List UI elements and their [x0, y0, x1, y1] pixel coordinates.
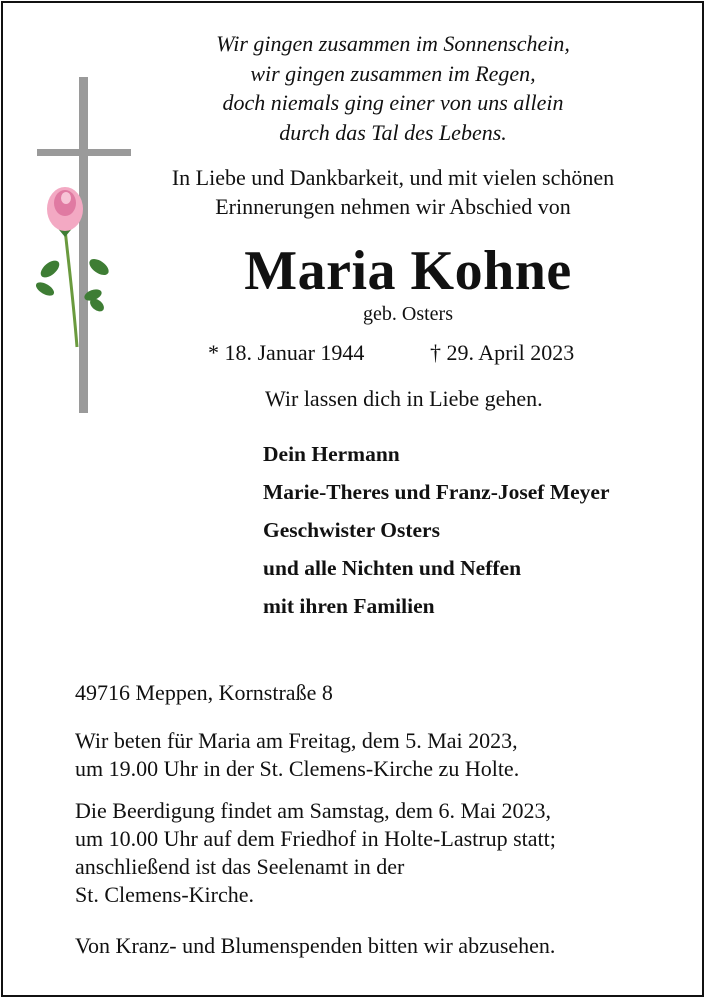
mourner-entry: mit ihren Familien — [263, 594, 435, 618]
mourner-entry: und alle Nichten und Neffen — [263, 556, 522, 580]
cross-vertical-beam — [79, 77, 88, 413]
cross-with-rose-image — [33, 77, 133, 413]
prayer-line: um 19.00 Uhr in der St. Clemens-Kirche zu Holte. — [75, 756, 520, 781]
funeral-line: um 10.00 Uhr auf dem Friedhof in Holte-Lastrup statt; — [75, 826, 556, 851]
address: 49716 Meppen, Kornstraße 8 — [75, 680, 333, 705]
poem — [153, 29, 633, 147]
poem-line: Wir gingen zusammen im Sonnenschein, — [216, 31, 570, 56]
funeral-line: Die Beerdigung findet am Samstag, dem 6. Mai 2023, — [75, 798, 551, 823]
rose-stem — [65, 229, 77, 347]
intro-line: In Liebe und Dankbarkeit, und mit vielen schönen — [171, 165, 615, 190]
mourner-entry: Marie-Theres und Franz-Josef Meyer — [263, 480, 610, 504]
mourners-list — [263, 435, 610, 625]
prayer-line: Wir beten für Maria am Freitag, dem 5. Mai 2023, — [75, 728, 518, 753]
intro-text — [123, 163, 663, 221]
birth-name: geb. Osters — [363, 303, 453, 325]
prayer-service-info — [75, 727, 685, 783]
mourner-entry: Dein Hermann — [263, 442, 400, 466]
birth-date: * 18. Januar 1944 — [208, 340, 365, 365]
deceased-name: Maria Kohne — [244, 240, 572, 302]
poem-line: wir gingen zusammen im Regen, — [250, 60, 536, 86]
poem-line: doch niemals ging einer von uns allein — [222, 90, 564, 115]
obituary-notice — [1, 1, 704, 997]
death-date: † 29. April 2023 — [430, 340, 575, 365]
rose-bloom-center — [61, 192, 71, 204]
intro-line: Erinnerungen nehmen wir Abschied von — [215, 194, 571, 219]
funeral-line: St. Clemens-Kirche. — [75, 882, 255, 907]
mourner-entry: Geschwister Osters — [263, 518, 440, 542]
cross-horizontal-beam — [37, 149, 131, 156]
closing-line: Wir lassen dich in Liebe gehen. — [265, 386, 543, 411]
funeral-info — [75, 797, 685, 909]
rose-leaf — [38, 257, 63, 280]
funeral-line: anschließend ist das Seelenamt in der — [75, 854, 405, 879]
poem-line: durch das Tal des Lebens. — [279, 119, 507, 145]
donations-note: Von Kranz- und Blumenspenden bitten wir abzusehen. — [75, 933, 556, 958]
rose-leaf — [34, 280, 56, 299]
rose-leaf — [87, 256, 112, 278]
